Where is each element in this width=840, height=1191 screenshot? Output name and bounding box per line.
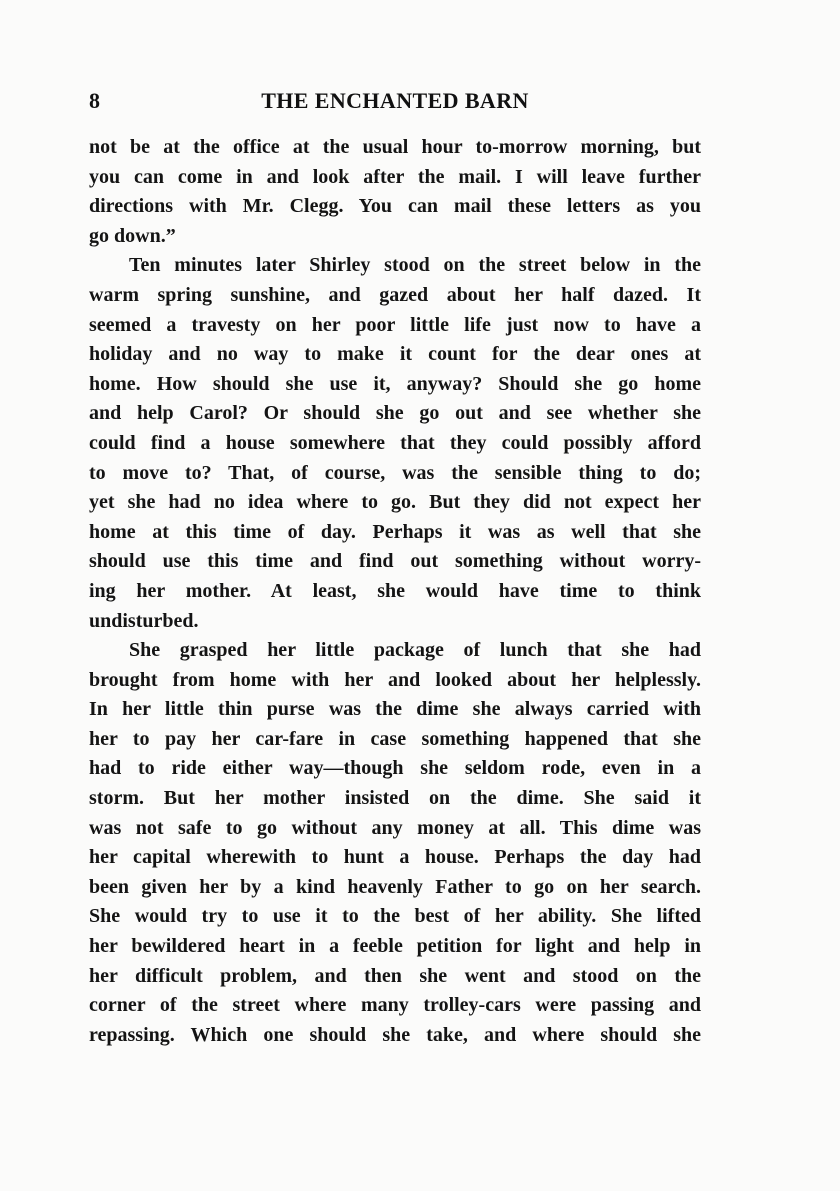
text-line: been given her by a kind heavenly Father to go on her search. — [89, 875, 701, 898]
text-line: home at this time of day. Perhaps it was as well that she — [89, 520, 701, 543]
text-line: her bewildered heart in a feeble petition for light and help in — [89, 935, 701, 958]
text-line: holiday and no way to make it count for the dear ones at — [89, 343, 701, 366]
text-line: directions with Mr. Clegg. You can mail these letters as you — [89, 195, 701, 218]
text-line: and help Carol? Or should she go out and see whether she — [89, 402, 701, 425]
text-line: to move to? That, of course, was the sensible thing to do; — [89, 461, 701, 484]
text-line: ing her mother. At least, she would have time to think — [89, 579, 701, 602]
text-line: repassing. Which one should she take, and where should she — [89, 1023, 701, 1046]
text-line: should use this time and find out something without worry- — [89, 550, 701, 573]
text-line: corner of the street where many trolley-cars were passing and — [89, 994, 701, 1017]
text-line: not be at the office at the usual hour to-morrow morning, but — [89, 136, 701, 158]
text-line: She grasped her little package of lunch that she had — [129, 639, 701, 662]
text-line: you can come in and look after the mail. I will leave further — [89, 165, 701, 188]
text-line: In her little thin purse was the dime she always carried with — [89, 698, 701, 721]
body-text — [89, 133, 701, 1050]
text-line: could find a house somewhere that they could possibly afford — [89, 431, 701, 454]
text-line: go down.” — [89, 224, 176, 247]
text-line: Ten minutes later Shirley stood on the street below in the — [129, 254, 701, 277]
text-line: warm spring sunshine, and gazed about her half dazed. It — [89, 283, 701, 306]
text-line: undisturbed. — [89, 609, 199, 632]
text-line: storm. But her mother insisted on the dime. She said it — [89, 787, 701, 810]
page-header — [89, 88, 701, 122]
text-line: She would try to use it to the best of her ability. She lifted — [89, 905, 701, 928]
text-line: yet she had no idea where to go. But they did not expect her — [89, 491, 701, 514]
text-line: had to ride either way—though she seldom rode, even in a — [89, 757, 701, 780]
text-line: her difficult problem, and then she went and stood on the — [89, 964, 701, 987]
text-line: seemed a travesty on her poor little life just now to have a — [89, 313, 701, 336]
text-line: home. How should she use it, anyway? Should she go home — [89, 372, 701, 395]
text-line: was not safe to go without any money at all. This dime was — [89, 816, 701, 839]
page-number: 8 — [89, 88, 100, 113]
text-line: her capital wherewith to hunt a house. Perhaps the day had — [89, 846, 701, 869]
running-title: THE ENCHANTED BARN — [261, 88, 529, 113]
text-line: brought from home with her and looked about her helplessly. — [89, 668, 701, 691]
text-line: her to pay her car-fare in case something happened that she — [89, 727, 701, 750]
